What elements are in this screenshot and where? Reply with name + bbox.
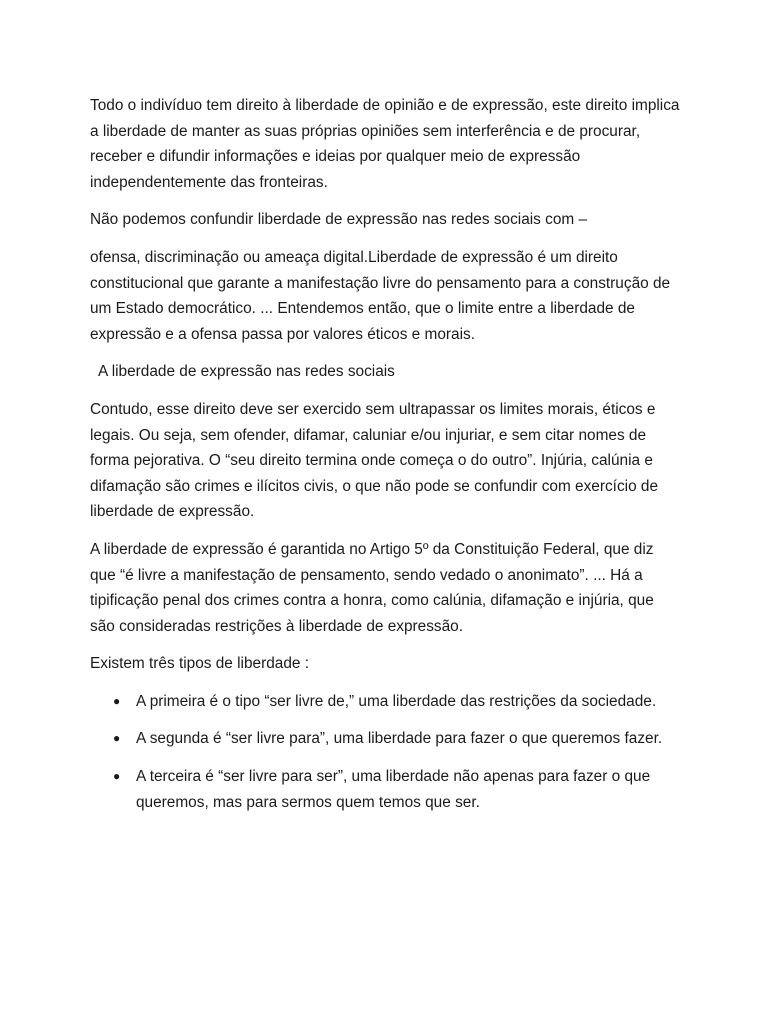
bullet-icon: ● [113, 731, 121, 746]
document-body [90, 93, 680, 827]
list-item-text: A primeira é o tipo “ser livre de,” uma liberdade das restrições da sociedade. [136, 692, 657, 710]
list-item-text: A terceira é “ser livre para ser”, uma liberdade não apenas para fazer o que queremos, mas para sermos quem temos que ser. [136, 768, 651, 811]
freedom-types-list [90, 689, 680, 815]
list-item [90, 726, 680, 752]
list-item-text: A segunda é “ser livre para”, uma liberdade para fazer o que queremos fazer. [136, 730, 663, 748]
paragraph-limits: Contudo, esse direito deve ser exercido sem ultrapassar os limites morais, éticos e legais. Ou seja, sem ofender, difamar, caluniar e/ou injuriar, e sem citar nomes de forma pejorativa. O “seu direito termina onde começa o do outro”. Injúria, calúnia e difamação são crimes e ilícitos civis, o que não pode se confundir com exercício de liberdade de expressão. [90, 400, 659, 521]
bullet-icon: ● [113, 769, 121, 784]
paragraph-list-intro: Existem três tipos de liberdade : [90, 655, 309, 673]
list-item [90, 764, 680, 815]
bullet-icon: ● [113, 693, 121, 708]
paragraph-not-confuse: Não podemos confundir liberdade de expressão nas redes sociais com – [90, 211, 588, 229]
paragraph-offense-definition: ofensa, discriminação ou ameaça digital.Liberdade de expressão é um direito constitucional que garante a manifestação livre do pensamento para a construção de um Estado democrático. ... Entendemos então, que o limite entre a liberdade de expressão e a ofensa passa por valores éticos e morais. [90, 248, 671, 343]
paragraph-right-to-expression: Todo o indivíduo tem direito à liberdade de opinião e de expressão, este direito implica a liberdade de manter as suas próprias opiniões sem interferência e de procurar, receber e difundir informações e ideias por qualquer meio de expressão independentemente das fronteiras. [90, 97, 680, 191]
section-heading-social-networks: A liberdade de expressão nas redes sociais [98, 363, 395, 381]
paragraph-constitution: A liberdade de expressão é garantida no Artigo 5º da Constituição Federal, que diz que “é livre a manifestação de pensamento, sendo vedado o anonimato”. ... Há a tipificação penal dos crimes contra a honra, como calúnia, difamação e injúria, que são consideradas restrições à liberdade de expressão. [90, 540, 654, 635]
list-item [90, 689, 680, 715]
